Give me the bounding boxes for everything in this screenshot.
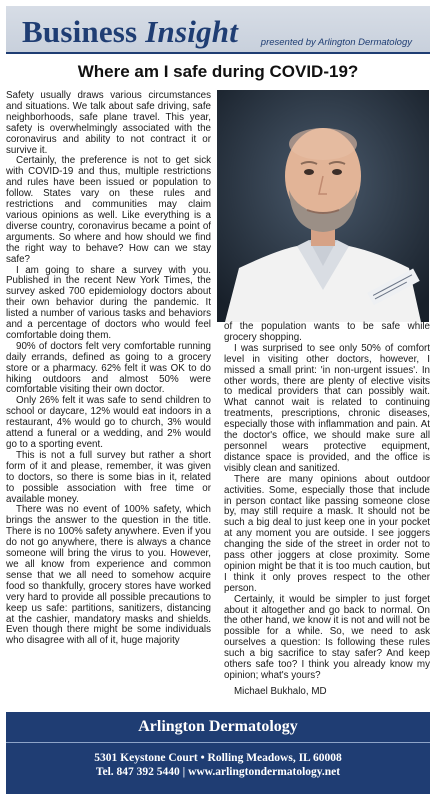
brand-title <box>22 14 238 50</box>
footer-business-name: Arlington Dermatology <box>138 718 298 735</box>
article-column-left <box>6 91 211 647</box>
article-paragraph: Certainly, it would be simpler to just forget about it altogether and go back to normal. On the other hand, we know it is not and will not be possible for a while. So, we need to ask ourselves a question: Is following these rules such a big sacrifice to stay safer? And keep others safe too? I think you already know my opinion; what's yours? <box>224 593 430 681</box>
footer <box>6 712 430 794</box>
article-column-right <box>224 322 430 698</box>
article-paragraph: Only 26% felt it was safe to send children to school or daycare, 12% would eat indoors in a restaurant, 4% would go to church, 3% would attend a funeral or a wedding, and 2% would go to a sporting event. <box>6 395 211 450</box>
author-signature: Michael Bukhalo, MD <box>234 685 327 697</box>
article-paragraph: Certainly, the preference is not to get sick with COVID-19 and thus, multiple restrictions and rules have been issued or population to follow. States vary on these rules and restrictions and communities may claim various opinions as well. Like everything is a diverse country, coronavirus became a point of arguments. So where and how should we find the right way to behave? How can we stay safe? <box>6 155 211 265</box>
article-paragraph: of the population wants to be safe while grocery shopping. <box>224 321 430 343</box>
doctor-portrait-svg <box>217 90 429 322</box>
brand-word-1: Business <box>22 14 138 49</box>
masthead <box>0 0 436 60</box>
presented-by: presented by Arlington Dermatology <box>260 37 412 48</box>
footer-contact: Tel. 847 392 5440 | www.arlingtondermatology.net <box>95 766 341 778</box>
article-headline: Where am I safe during COVID-19? <box>77 62 359 81</box>
article-paragraph: I am going to share a survey with you. Published in the recent New York Times, the survey asked 700 epidemiology doctors about their own behavior during the pandemic. It listed a number of various tasks and behaviors and a percentage of doctors who would feel comfortable doing them. <box>6 264 211 341</box>
footer-divider <box>6 742 430 743</box>
article-paragraph: I was surprised to see only 50% of comfort level in visiting other doctors, however, I missed a small print: 'in non-urgent issues'. In other words, there are plenty of elective visits to medical providers that can possibly wait. What cannot wait is related to continuing treatments, prescriptions, chronic diseases, especially those with inflammation and pain. At the doctor's office, we should make sure all personnel wears protective equipment, distance space is provided, and the office is visibly clean and sanitized. <box>224 342 430 474</box>
masthead-bar <box>6 6 430 54</box>
article-paragraph: This is not a full survey but rather a short form of it and please, remember, it was given to doctors, so there is some bias in it, related to possible association with free time or available money. <box>6 449 211 505</box>
article-paragraph: There are many opinions about outdoor activities. Some, especially those that include in person contact like passing someone close by, may still require a mask. It should not be such a big deal to just keep one in your pocket at any moment you are outside. I see joggers changing the side of the street in order not to pass other joggers at close proximity. Some opinion might be that it is too much caution, but I think it only proves respect to the other person. <box>224 473 430 594</box>
article-paragraph: Safety usually draws various circumstances and situations. We talk about safe driving, safe neighborhoods, safe plane travel. This year, safety is overwhelmingly associated with the coronavirus and ability to not contract it or survive it. <box>6 90 211 156</box>
article-paragraph: There was no event of 100% safety, which brings the answer to the question in the title. There is no 100% safety anywhere. Even if you do not go anywhere, there is always a chance someone will bring the virus to you. However, we all know from experience and common sense that we all need to somehow acquire food so thankfully, grocery stores have worked very hard to provide all possible precautions to keep us safe: partitions, sanitizers, distancing at the cashier, mandatory masks and shields. Even though there might be some individuals who disagree with all of it, huge majority <box>6 504 211 647</box>
article-paragraph: 90% of doctors felt very comfortable running daily errands, defined as going to a grocery store or a pharmacy. 62% felt it was OK to do hiking outdoors and almost 50% were comfortable visiting their own doctor. <box>6 340 211 396</box>
brand-word-2: Insight <box>145 14 239 49</box>
footer-address: 5301 Keystone Court • Rolling Meadows, IL 60008 <box>94 752 342 764</box>
doctor-portrait-icon <box>217 90 429 322</box>
